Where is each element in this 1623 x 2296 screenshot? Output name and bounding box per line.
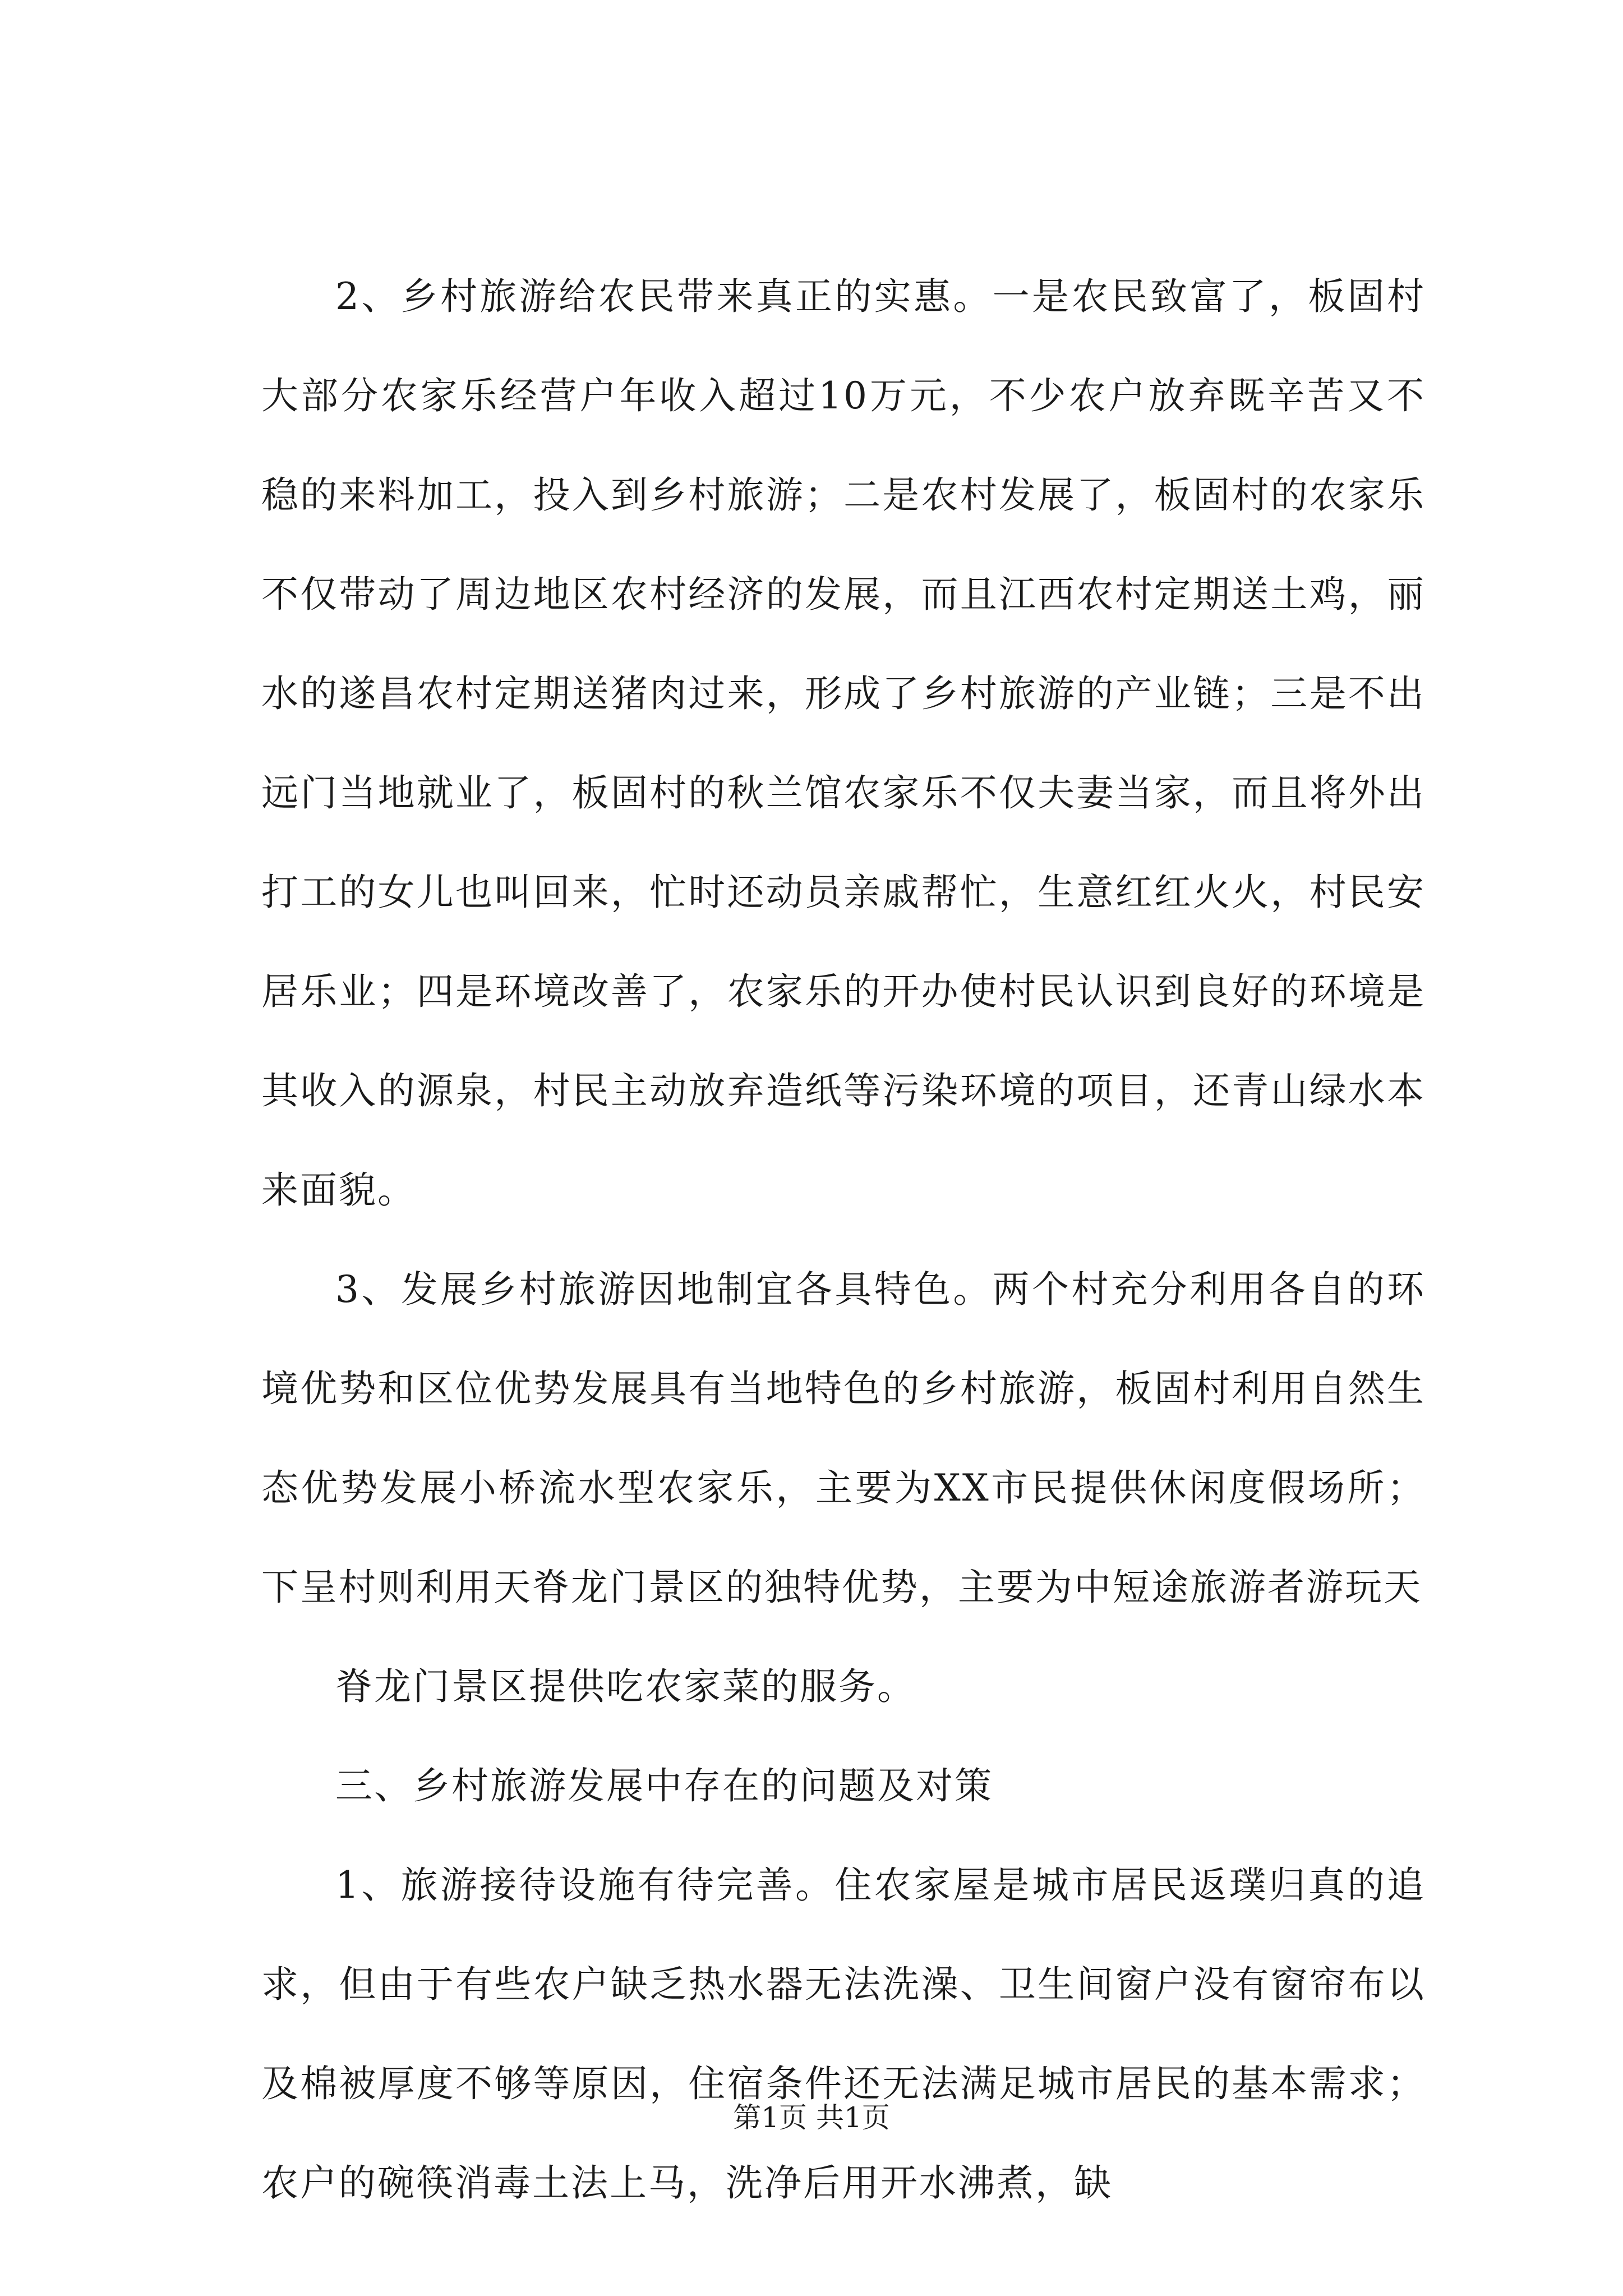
paragraph-local-characteristics: 3、发展乡村旅游因地制宜各具特色。两个村充分利用各自的环境优势和区位优势发展具有当地特色的乡村旅游，板固村利用自然生态优势发展小桥流水型农家乐，主要为XX市民提供休闲度假场所；下呈村则利用天脊龙门景区的独特优势，主要为中短途旅游者游玩天 — [261, 1268, 1426, 1609]
paragraph-facilities: 1、旅游接待设施有待完善。住农家屋是城市居民返璞归真的追求，但由于有些农户缺乏热水器无法洗澡、卫生间窗户没有窗帘布以及棉被厚度不够等原因，住宿条件还无法满足城市居民的基本需求；农户的碗筷消毒土法上马，洗净后用开水沸煮，缺 — [261, 1864, 1426, 2205]
section-heading: 三、乡村旅游发展中存在的问题及对策 — [335, 1764, 993, 1807]
paragraph-continuation: 脊龙门景区提供吃农家菜的服务。 — [335, 1665, 916, 1708]
page-footer: 第1页 共1页 — [733, 2101, 890, 2134]
document-body — [261, 247, 1426, 2233]
paragraph-rural-tourism-benefits: 2、乡村旅游给农民带来真正的实惠。一是农民致富了，板固村大部分农家乐经营户年收入超过10万元，不少农户放弃既辛苦又不稳的来料加工，投入到乡村旅游；二是农村发展了，板固村的农家乐不仅带动了周边地区农村经济的发展，而且江西农村定期送土鸡，丽水的遂昌农村定期送猪肉过来，形成了乡村旅游的产业链；三是不出远门当地就业了，板固村的秋兰馆农家乐不仅夫妻当家，而且将外出打工的女儿也叫回来，忙时还动员亲戚帮忙，生意红红火火，村民安居乐业；四是环境改善了，农家乐的开办使村民认识到良好的环境是其收入的源泉，村民主动放弃造纸等污染环境的项目，还青山绿水本来面貌。 — [261, 275, 1426, 1212]
